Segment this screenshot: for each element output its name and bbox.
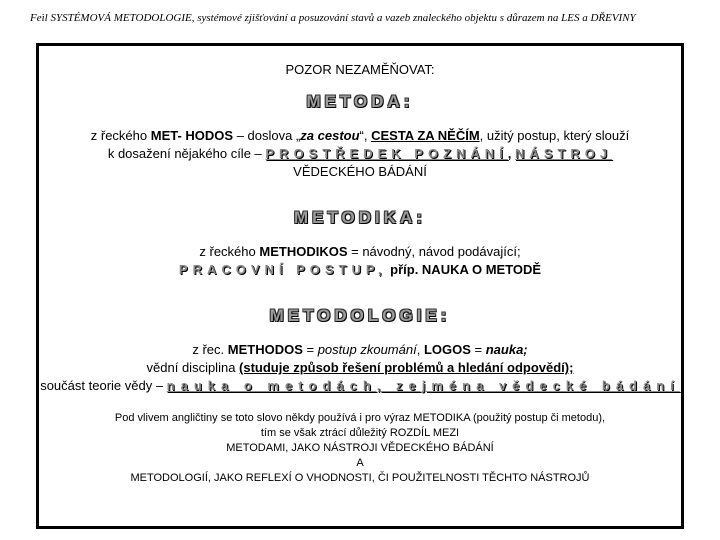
metodologie-l1-e: , xyxy=(416,342,424,357)
metodologie-line-1 xyxy=(0,342,720,357)
note-line-1: Pod vlivem angličtiny se toto slovo někdy používá i pro výraz METODIKA (použitý postup či metodu), xyxy=(114,412,606,424)
header-title: Feìl SYSTÉMOVÁ METODOLOGIE, systémové zjišťování a posuzování stavů a vazeb znaleckého objektu s důrazem na LES a DŘEVINY xyxy=(30,12,636,24)
note-line-2: tím se však ztrácí důležitý ROZDÍL MEZI xyxy=(260,427,460,439)
metodika-l1-a: z řeckého xyxy=(199,244,260,259)
metoda-line-3: VĚDECKÉHO BÁDÁNÍ xyxy=(293,164,427,179)
metoda-l1-c: – doslova „ xyxy=(233,128,301,143)
metodologie-l1-c: = xyxy=(302,342,318,357)
metoda-line-2 xyxy=(0,146,720,161)
metodologie-l3-a: součást teorie vědy – xyxy=(40,378,167,393)
notice-text: POZOR NEZAMĚŇOVAT: xyxy=(285,62,435,77)
metodologie-l2-a: vědní disciplina xyxy=(146,360,240,375)
metodologie-heading: METODOLOGIE: xyxy=(269,306,451,325)
metodika-heading: METODIKA: xyxy=(293,208,426,227)
note-line-3: METODAMI, JAKO NÁSTROJI VĚDECKÉHO BÁDÁNÍ xyxy=(226,442,494,454)
metoda-l1-a: z řeckého xyxy=(90,128,151,143)
metodologie-l3-b: nauka o metodách, zejména vědecké bádání xyxy=(166,378,680,393)
metodologie-l2-b: (studuje způsob řešení problémů a hledání odpovědí); xyxy=(239,360,574,375)
metoda-l1-g: , užitý postup, který slouží xyxy=(479,128,630,143)
metoda-l2-b: PROSTŘEDEK POZNÁNÍ xyxy=(265,146,508,161)
metodologie-l1-b: METHODOS xyxy=(227,342,303,357)
metodologie-l1-h: nauka; xyxy=(485,342,528,357)
metodika-l1-b: METHODIKOS xyxy=(259,244,348,259)
metodika-l2-b: příp. NAUKA O METODĚ xyxy=(386,262,542,277)
metoda-l1-f: CESTA ZA NĚČÍM xyxy=(371,128,480,143)
metoda-l1-e: “, xyxy=(359,128,372,143)
metodologie-l1-d: postup zkoumání xyxy=(317,342,417,357)
metoda-l1-d: za cestou xyxy=(300,128,360,143)
metoda-l1-b: MET- HODOS xyxy=(150,128,234,143)
metodika-line-1 xyxy=(0,244,720,259)
metodika-l1-c: = návodný, návod podávající; xyxy=(347,244,521,259)
metodologie-l1-g: = xyxy=(470,342,486,357)
metodika-l2-a: PRACOVNÍ POSTUP, xyxy=(178,262,387,277)
metodika-line-2 xyxy=(0,262,720,277)
metodologie-l1-f: LOGOS xyxy=(423,342,471,357)
metoda-l2-c: , xyxy=(507,146,516,161)
metoda-l2-a: k dosažení nějakého cíle – xyxy=(107,146,266,161)
note-line-5: METODOLOGIÍ, JAKO REFLEXÍ O VHODNOSTI, ČI POUŽITELNOSTI TĚCHTO NÁSTROJŮ xyxy=(130,472,590,484)
metoda-l2-d: NÁSTROJ xyxy=(515,146,613,161)
metodologie-l1-a: z řec. xyxy=(192,342,228,357)
metoda-heading: METODA: xyxy=(306,92,414,111)
metodologie-line-2 xyxy=(0,360,720,375)
metodologie-line-3 xyxy=(0,378,720,393)
metoda-line-1 xyxy=(0,128,720,143)
note-line-4: A xyxy=(356,457,364,469)
